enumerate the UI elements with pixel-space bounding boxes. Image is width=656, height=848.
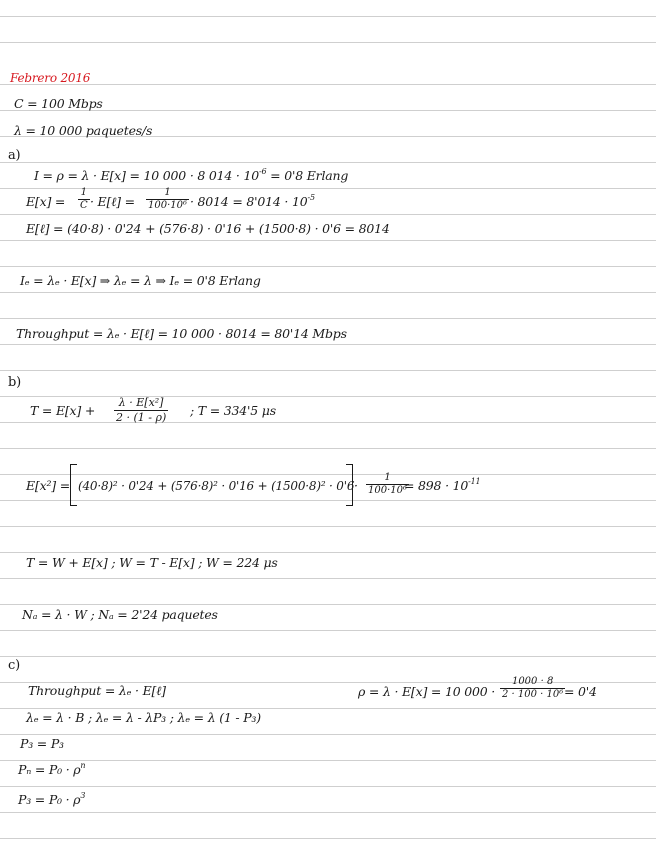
lambda-given: λ = 10 000 paquetes/s [14, 123, 153, 138]
ex-equation-prefix: E[x] = [26, 194, 66, 209]
right-bracket [346, 464, 353, 506]
p3-equation: $P_3 = P_0 \cdot \rho^3$ [18, 791, 86, 807]
date-heading: Febrero 2016 [10, 71, 91, 85]
ex-fraction-2: $\frac{1}{\text{100·10⁶}}$ [148, 187, 187, 211]
throughput-equation-c: Throughput = λₑ · E[ℓ] [28, 683, 166, 698]
ex-equation-middle: · E[ℓ] = [90, 194, 135, 209]
ex-equation-result: · $8014 = 8'014 \cdot 10^{-5}$ [190, 193, 315, 209]
lc-equation: λₑ = λ · B ; λₑ = λ - λP₃ ; λₑ = λ (1 - P₃) [26, 710, 261, 725]
section-a-label: a) [8, 148, 21, 163]
t-fraction: $\frac{\text{λ · E[x²]}}{2 \cdot (1 - \rho)}$ [116, 396, 167, 424]
ex2-dot: · [354, 478, 358, 493]
t-equation-result: ; T = 334'5 μs [190, 403, 276, 418]
ic-equation: Iₑ = λₑ · E[x] ⇒ λₑ = λ ⇒ Iₑ = 0'8 Erlang [20, 273, 261, 288]
t-equation-prefix: T = E[x] + [30, 403, 96, 418]
el-equation: E[ℓ] = (40·8) · 0'24 + (576·8) · 0'16 + (1500·8) · 0'6 = 8014 [26, 221, 390, 236]
w-equation: T = W + E[x] ; W = T - E[x] ; W = 224 μs [26, 555, 278, 570]
nq-equation: Nₐ = λ · W ; Nₐ = 2'24 paquetes [22, 607, 218, 622]
ex2-equation-result: = $898 \cdot 10^{-11}$ [404, 477, 481, 493]
utilization-equation: I = ρ = λ · E[x] = 10 000 · 8 $014 \cdot 10^{-6} = 0'8$ Erlang [34, 167, 349, 183]
ex2-fraction: $\frac{1}{\text{100·10⁶}}$ [368, 472, 407, 496]
capacity-given: C = 100 Mbps [14, 96, 103, 111]
left-bracket [70, 464, 77, 506]
rho-c-equation-prefix: ρ = λ · E[x] = 10 000 · [358, 684, 496, 699]
pn-equation: $P_n = P_0 \cdot \rho^n$ [18, 761, 86, 777]
throughput-equation-a: Throughput = λₑ · E[ℓ] = 10 000 · 8014 = 80'14 Mbps [16, 326, 347, 341]
ex2-equation-prefix: E[x²] = [26, 478, 70, 493]
section-c-label: c) [8, 658, 20, 673]
pb-equation: P₃ = P₃ [20, 736, 64, 751]
ex2-inner-sum: (40·8)² · 0'24 + (576·8)² · 0'16 + (1500·8)² · 0'6 [78, 479, 355, 493]
ex-fraction-1: $\frac{1}{C}$ [80, 187, 88, 211]
section-b-label: b) [8, 375, 21, 390]
rho-c-equation-result: = 0'4 [564, 684, 597, 699]
rho-c-fraction: $\frac{1000 \cdot 8}{\text{2 · 100 · 10⁶}}$ [502, 676, 564, 700]
